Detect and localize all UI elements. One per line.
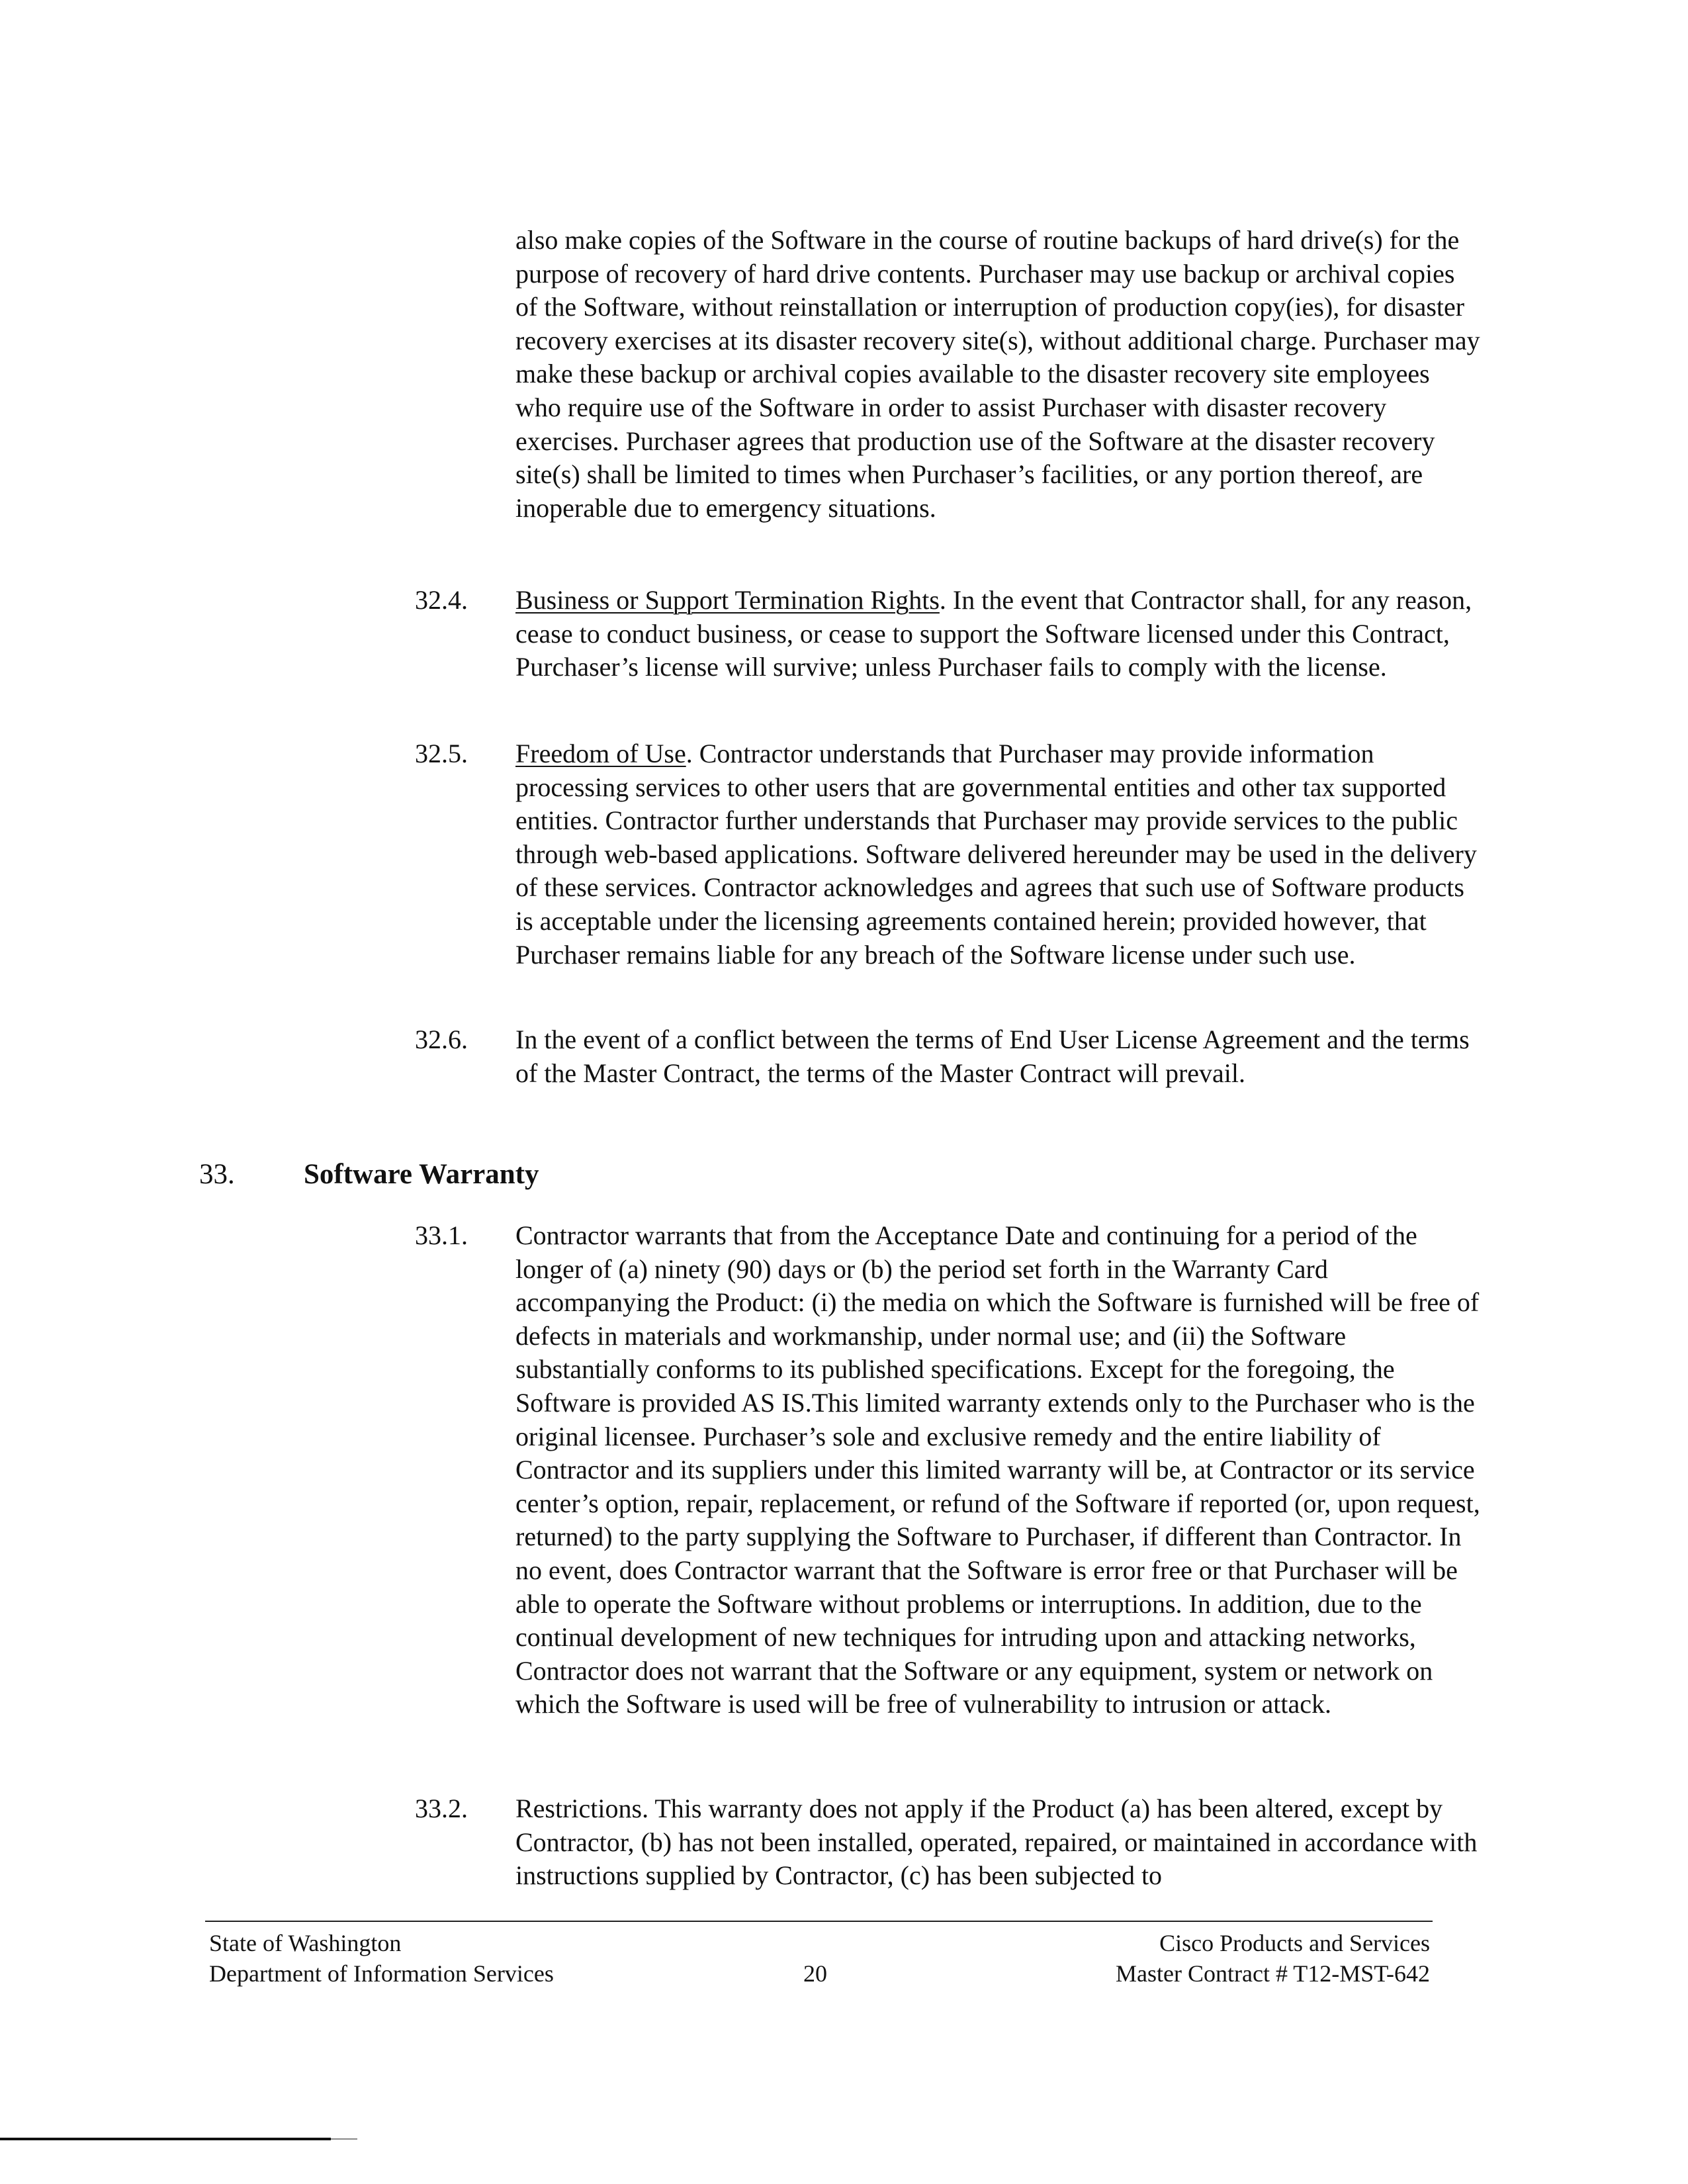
scan-edge-mark-faint <box>331 2138 357 2140</box>
footer-right-line1: Cisco Products and Services <box>1159 1930 1430 1956</box>
footer-left-line2: Department of Information Services <box>209 1960 554 1987</box>
section-32-5-title: Freedom of Use <box>515 739 686 768</box>
section-32-5-number: 32.5. <box>415 739 468 768</box>
section-33-1-number: 33.1. <box>415 1220 468 1250</box>
section-33-heading: Software Warranty <box>304 1159 539 1190</box>
footer-right-line2: Master Contract # T12-MST-642 <box>1116 1960 1430 1987</box>
scan-edge-mark <box>0 2138 331 2140</box>
section-32-5-text: . Contractor understands that Purchaser may provide information processing services to other users that are governmental entities and other tax supported entities. Contractor further understands that Purchaser may provide services to the public through web-based applications. Software delivered hereunder may be used in the delivery of these services. Contractor acknowledges and agrees that such use of Software products is acceptable under the licensing agreements contained herein; provided however, that Purchaser remains liable for any breach of the Software license under such use. <box>515 739 1477 970</box>
section-33-2-paragraph: Restrictions. This warranty does not apply if the Product (a) has been altered, except by Contractor, (b) has not been installed, operated, repaired, or maintained in accordance with instructions supplied by Contractor, (c) has been subjected to <box>515 1794 1478 1891</box>
footer-rule <box>205 1921 1433 1922</box>
section-32-4-paragraph <box>515 584 1482 684</box>
continuation-paragraph: also make copies of the Software in the course of routine backups of hard drive(s) for the purpose of recovery of hard drive contents. Purchaser may use backup or archival copies of the Software, without reinstallation or interruption of production copy(ies), for disaster recovery exercises at its disaster recovery site(s), without additional charge. Purchaser may make these backup or archival copies available to the disaster recovery site employees who require use of the Software in order to assist Purchaser with disaster recovery exercises. Purchaser agrees that production use of the Software at the disaster recovery site(s) shall be limited to times when Purchaser’s facilities, or any portion thereof, are inoperable due to emergency situations. <box>515 225 1480 523</box>
section-32-6-number: 32.6. <box>415 1024 468 1054</box>
section-32-6-paragraph: In the event of a conflict between the terms of End User License Agreement and the terms of the Master Contract, the terms of the Master Contract will prevail. <box>515 1024 1470 1088</box>
footer-left-line1: State of Washington <box>209 1930 402 1956</box>
section-32-4-title: Business or Support Termination Rights <box>515 585 940 615</box>
section-33-number: 33. <box>199 1159 235 1190</box>
page-number: 20 <box>803 1960 827 1987</box>
section-32-4-text: . In the event that Contractor shall, for any reason, cease to conduct business, or cease to support the Software licensed under this Contract, Purchaser’s license will survive; unless Purchaser fails to comply with the license. <box>515 585 1472 682</box>
section-33-2-number: 33.2. <box>415 1794 468 1823</box>
section-32-4-number: 32.4. <box>415 585 468 615</box>
section-33-1-paragraph: Contractor warrants that from the Acceptance Date and continuing for a period of the longer of (a) ninety (90) days or (b) the period set forth in the Warranty Card accompanying the Product: (i) the media on which the Software is furnished will be free of defects in materials and workmanship, under normal use; and (ii) the Software substantially conforms to its published specifications. Except for the foregoing, the Software is provided AS IS.This limited warranty extends only to the Purchaser who is the original licensee. Purchaser’s sole and exclusive remedy and the entire liability of Contractor and its suppliers under this limited warranty will be, at Contractor or its service center’s option, repair, replacement, or refund of the Software if reported (or, upon request, returned) to the party supplying the Software to Purchaser, if different than Contractor. In no event, does Contractor warrant that the Software is error free or that Purchaser will be able to operate the Software without problems or interruptions. In addition, due to the continual development of new techniques for intruding upon and attacking networks, Contractor does not warrant that the Software or any equipment, system or network on which the Software is used will be free of vulnerability to intrusion or attack. <box>515 1220 1480 1719</box>
section-32-5-paragraph <box>515 737 1482 972</box>
